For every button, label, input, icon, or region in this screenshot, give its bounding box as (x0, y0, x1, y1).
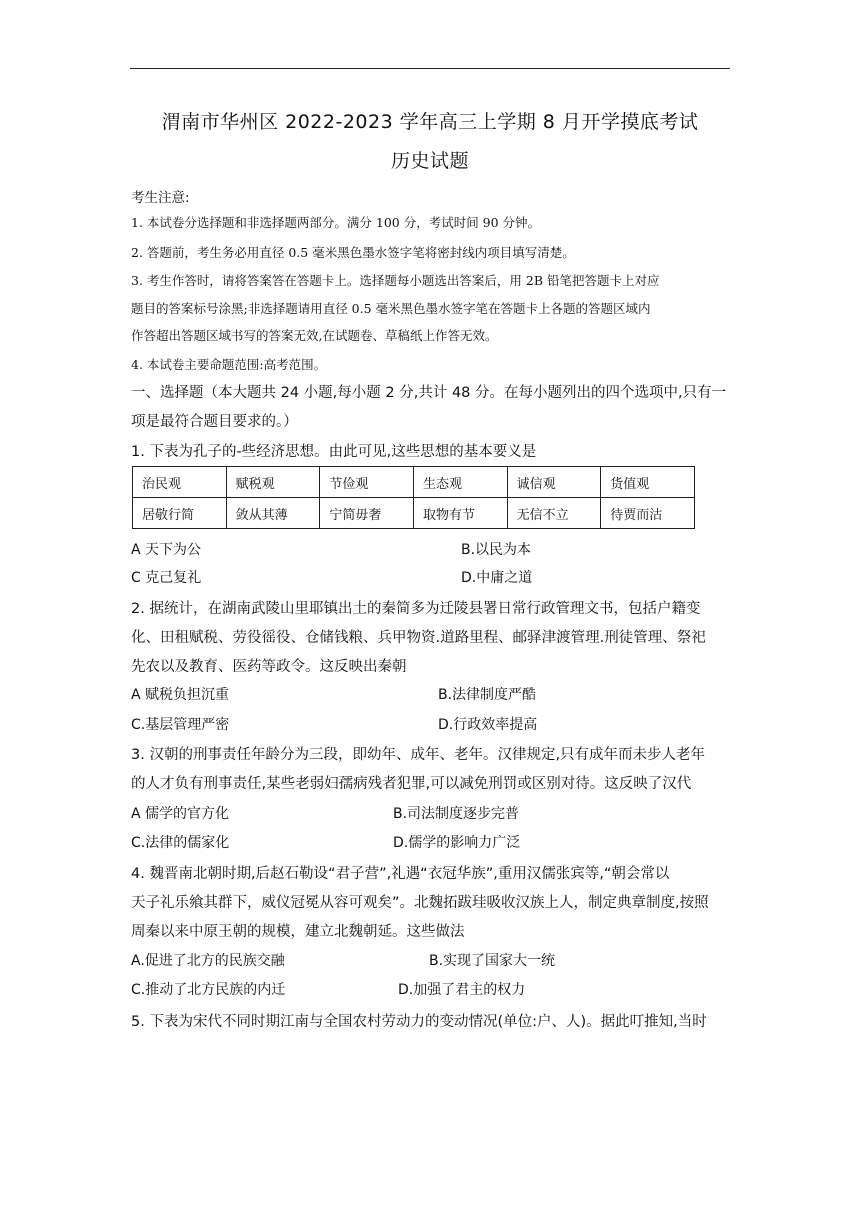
question-3-stem: 的人才负有刑事责任,某些老弱妇孺病残者犯罪,可以减免刑罚或区别对待。这反映了汉代 (131, 776, 692, 792)
question-4-stem: 天子礼乐飨其群下，威仪冠冕从容可观矣”。北魏拓跋珪吸收汉族上人，制定典章制度,按照 (131, 895, 709, 911)
table-cell: 敛从其薄 (226, 498, 320, 529)
question-2-option-a: A 赋税负担沉重 (131, 687, 230, 703)
question-1-option-b: B.以民为本 (461, 542, 532, 558)
notice-item: 2. 答题前，考生务必用直径 0.5 毫米黑色墨水签字笔将密封线内项目填写清楚。 (131, 245, 575, 260)
exam-title: 渭南市华州区 2022-2023 学年高三上学期 8 月开学摸底考试 (161, 111, 699, 133)
table-row (133, 498, 695, 529)
table-cell: 待贾而沽 (601, 498, 695, 529)
notice-item: 4. 本试卷主要命题范围:高考范围。 (131, 357, 327, 372)
header-rule (130, 68, 730, 69)
question-2-option-d: D.行政效率提高 (438, 717, 538, 733)
notice-item: 3. 考生作答时，请将答案答在答题卡上。选择题每小题选出答案后，用 2B 铅笔把答题卡上对应 (131, 273, 660, 288)
question-3-option-c: C.法律的儒家化 (131, 835, 230, 851)
question-4-stem: 周秦以来中原王朝的规模，建立北魏朝延。这些做法 (131, 924, 465, 940)
table-cell: 居敬行简 (133, 498, 227, 529)
question-2-stem: 先农以及教育、医药等政令。这反映出秦朝 (131, 659, 407, 675)
question-1-table (132, 466, 695, 529)
question-3-option-a: A 儒学的官方化 (131, 806, 230, 822)
question-4-option-b: B.实现了国家大一统 (429, 953, 556, 969)
question-2-option-c: C.基层管理严密 (131, 717, 230, 733)
question-4-stem: 4. 魏晋南北朝时期,后赵石勒设“君子营”,礼遇“衣冠华族”,重用汉儒张宾等,“朝会常以 (131, 866, 670, 882)
table-cell: 治民观 (133, 467, 227, 498)
table-cell: 无信不立 (507, 498, 601, 529)
notice-item: 作答超出答题区域书写的答案无效,在试题卷、草稿纸上作答无效。 (131, 328, 498, 343)
notice-item: 题目的答案标号涂黑;非选择题请用直径 0.5 毫米黑色墨水签字笔在答题卡上各题的答题区域内 (131, 301, 651, 316)
question-2-stem: 2. 据统计，在湖南武陵山里耶镇出土的秦简多为迁陵县署日常行政管理文书，包括户籍变 (131, 601, 701, 617)
question-1-option-d: D.中庸之道 (461, 570, 533, 586)
question-4-option-a: A.促进了北方的民族交融 (131, 953, 285, 969)
table-cell: 诚信观 (507, 467, 601, 498)
table-cell: 货值观 (601, 467, 695, 498)
question-5-stem: 5. 下表为宋代不同时期江南与全国农村劳动力的变动情况(单位:户、人)。据此叮推知,当时 (131, 1014, 707, 1030)
question-1-option-c: C 克己复礼 (131, 570, 202, 586)
table-cell: 赋税观 (226, 467, 320, 498)
table-cell: 取物有节 (413, 498, 507, 529)
section-heading: 项是最符合题目要求的。） (131, 414, 298, 430)
table-header-row (133, 467, 695, 498)
table-cell: 节俭观 (320, 467, 414, 498)
question-1-stem: 1. 下表为孔子的-些经济思想。由此可见,这些思想的基本要义是 (131, 444, 537, 460)
question-4-option-d: D.加强了君主的权力 (398, 982, 526, 998)
notice-heading: 考生注意: (131, 190, 190, 206)
section-heading: 一、选择题（本大题共 24 小题,每小题 2 分,共计 48 分。在每小题列出的四个选项中,只有一 (131, 385, 727, 401)
table-cell: 宁简毋奢 (320, 498, 414, 529)
question-2-stem: 化、田租赋税、劳役徭役、仓储钱粮、兵甲物资.道路里程、邮驿津渡管理.刑徒管理、祭祀 (131, 630, 706, 646)
notice-item: 1. 本试卷分选择题和非选择题两部分。满分 100 分，考试时间 90 分钟。 (131, 215, 541, 230)
question-3-stem: 3. 汉朝的刑事责任年龄分为三段，即幼年、成年、老年。汉律规定,只有成年而未步人老年 (131, 747, 706, 763)
question-4-option-c: C.推动了北方民族的内迁 (131, 982, 286, 998)
question-3-option-d: D.儒学的影响力广泛 (393, 835, 521, 851)
exam-subtitle: 历史试题 (390, 150, 469, 172)
question-1-option-a: A 天下为公 (131, 542, 202, 558)
question-2-option-b: B.法律制度严酷 (438, 687, 537, 703)
question-3-option-b: B.司法制度逐步完普 (393, 806, 520, 822)
table-cell: 生态观 (413, 467, 507, 498)
